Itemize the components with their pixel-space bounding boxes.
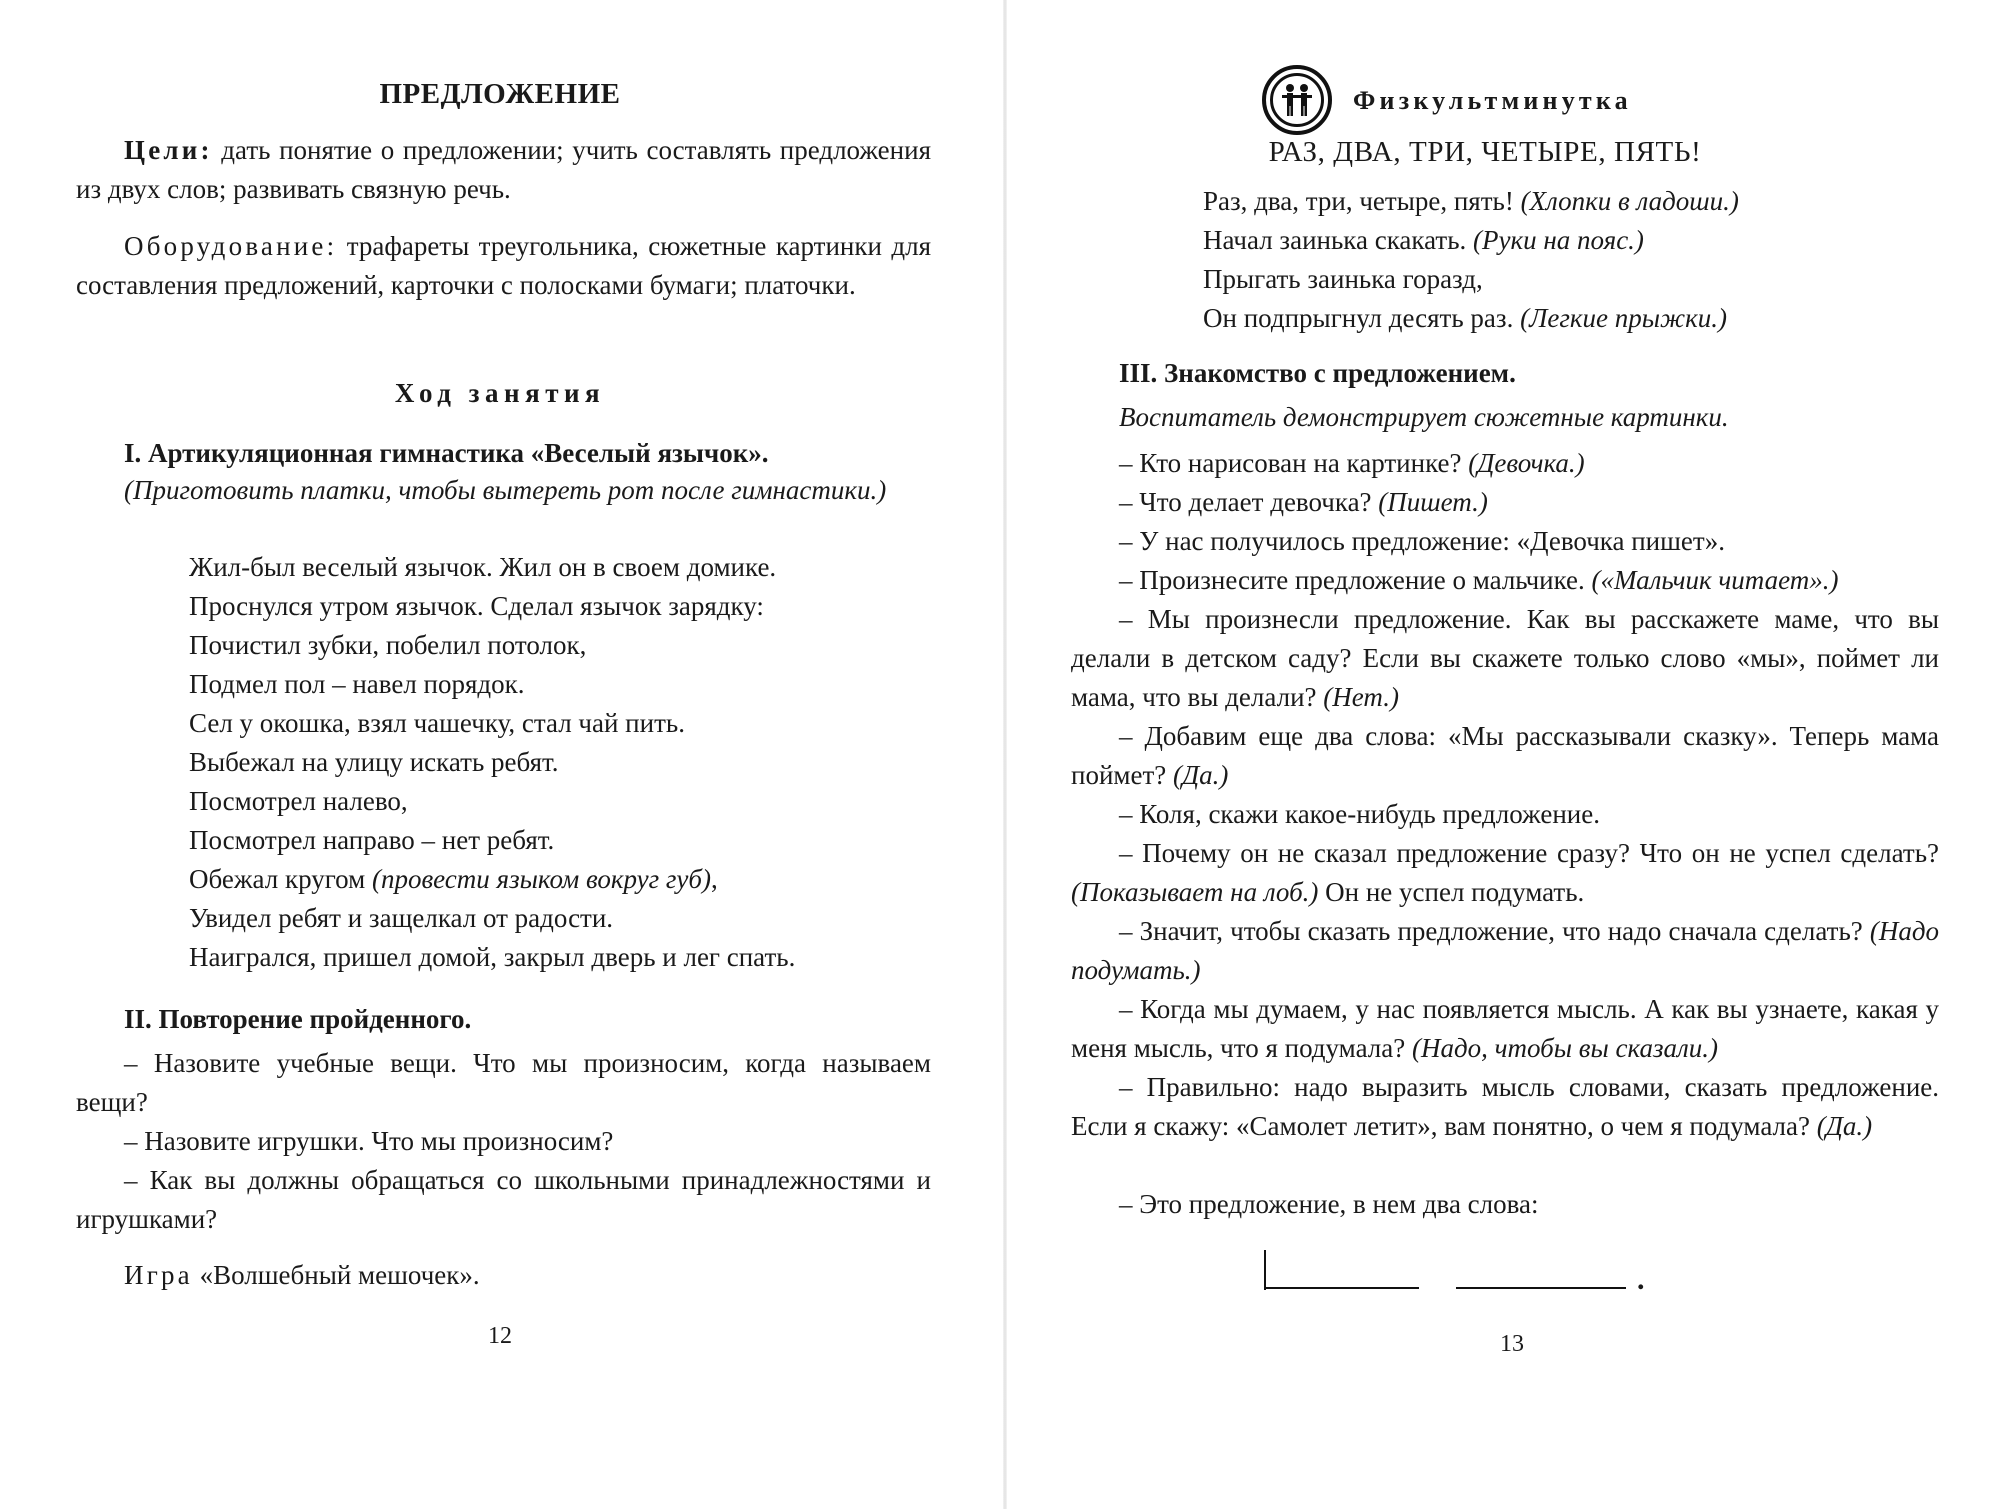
poem-line-8: Посмотрел направо – нет ребят.: [189, 825, 555, 855]
rhyme-title: РАЗ, ДВА, ТРИ, ЧЕТЫРЕ, ПЯТЬ!: [1268, 136, 1702, 168]
poem-line-1: Жил-был веселый язычок. Жил он в своем домике.: [189, 552, 777, 582]
children-figures-icon: [1279, 83, 1315, 117]
dialog-paragraph-5: – Мы произнесли предложение. Как вы расскажете маме, что вы делали в детском саду? Если вы скажете только слово «мы», поймет ли мама, что вы делали? (Нет.): [1071, 604, 1939, 712]
dialog-line-12: – Это предложение, в нем два слова:: [1119, 1189, 1539, 1219]
rhyme-line-3: Прыгать заинька горазд,: [1203, 264, 1483, 294]
equipment-label: Оборудование:: [124, 231, 338, 261]
poem-line-7: Посмотрел налево,: [189, 786, 408, 816]
section2-heading: II. Повторение пройденного.: [124, 1004, 472, 1034]
lesson-heading: Ход занятия: [394, 378, 606, 408]
game-line: [124, 1256, 944, 1295]
poem-line-10: Увидел ребят и защелкал от радости.: [189, 903, 614, 933]
articulation-poem: [189, 548, 795, 977]
poem-line-5: Сел у окошка, взял чашечку, стал чай пить.: [189, 708, 685, 738]
poem-line-4: Подмел пол – навел порядок.: [189, 669, 525, 699]
poem-line-6: Выбежал на улицу искать ребят.: [189, 747, 559, 777]
goals-label: Цели:: [124, 135, 213, 165]
fizkult-label: Физкультминутка: [1353, 86, 1632, 115]
section3-heading: III. Знакомство с предложением.: [1119, 358, 1516, 388]
scheme-word-1: [1264, 1287, 1419, 1289]
section1-note: (Приготовить платки, чтобы вытереть рот после гимнастики.): [124, 475, 887, 505]
dialog-line-2: – Что делает девочка? (Пишет.): [1119, 487, 1488, 517]
scheme-period: .: [1637, 1263, 1645, 1296]
game-label: Игра: [124, 1260, 193, 1290]
poem-remark: (провести языком вокруг губ): [371, 864, 711, 894]
equipment-text: трафареты треугольника, сюжетные картинки для составления предложений, карточки с полосками бумаги; платочки.: [76, 231, 931, 300]
scheme-word-2: [1456, 1287, 1626, 1289]
dialog-paragraph-11: – Правильно: надо выразить мысль словами, сказать предложение. Если я скажу: «Самолет летит», вам понятно, о чем я подумала? (Да.): [1071, 1072, 1939, 1141]
scheme-start-mark: [1264, 1250, 1266, 1290]
page-number-left: 12: [488, 1323, 512, 1349]
section3-intro: Воспитатель демонстрирует сюжетные картинки.: [1119, 402, 1729, 432]
rhyme-poem: [1203, 182, 1739, 338]
dialog-line-4: – Произнесите предложение о мальчике. («Мальчик читает».): [1119, 565, 1839, 595]
two-children-icon: [1262, 65, 1332, 135]
rhyme-line-2: Начал заинька скакать. (Руки на пояс.): [1203, 225, 1644, 255]
dialog-paragraph-9: – Значит, чтобы сказать предложение, что надо сначала сделать? (Надо подумать.): [1071, 916, 1939, 985]
dialog-paragraph-10: – Когда мы думаем, у нас появляется мысль. А как вы узнаете, какая у меня мысль, что я подумала? (Надо, чтобы вы сказали.): [1071, 994, 1939, 1063]
game-text: «Волшебный мешочек».: [192, 1260, 480, 1290]
section2-question-3: – Как вы должны обращаться со школьными принадлежностями и игрушками?: [76, 1165, 931, 1234]
rhyme-line-1: Раз, два, три, четыре, пять! (Хлопки в ладоши.): [1203, 186, 1739, 216]
right-page: [1010, 0, 2000, 1509]
dialog-line-7: – Коля, скажи какое-нибудь предложение.: [1119, 799, 1600, 829]
poem-line-11: Наигрался, пришел домой, закрыл дверь и лег спать.: [189, 942, 796, 972]
poem-line-3: Почистил зубки, побелил потолок,: [189, 630, 587, 660]
equipment-paragraph: [76, 227, 931, 305]
section2-question-1: – Назовите учебные вещи. Что мы произносим, когда называем вещи?: [76, 1048, 931, 1117]
dialog-line-3: – У нас получилось предложение: «Девочка пишет».: [1119, 526, 1725, 556]
dialog-paragraph-6: – Добавим еще два слова: «Мы рассказывали сказку». Теперь мама поймет? (Да.): [1071, 721, 1939, 790]
dialog-paragraph-8: – Почему он не сказал предложение сразу? Что он не успел сделать? (Показывает на лоб.) Он не успел подумать.: [1071, 838, 1939, 907]
rhyme-line-4: Он подпрыгнул десять раз. (Легкие прыжки.): [1203, 303, 1728, 333]
poem-line-2: Проснулся утром язычок. Сделал язычок зарядку:: [189, 591, 764, 621]
page-title: ПРЕДЛОЖЕНИЕ: [379, 78, 621, 110]
dialog-line-1: – Кто нарисован на картинке? (Девочка.): [1119, 448, 1585, 478]
page-number-right: 13: [1500, 1331, 1524, 1357]
section1-heading: I. Артикуляционная гимнастика «Веселый язычок».: [124, 438, 769, 468]
poem-line-9: Обежал кругом (провести языком вокруг губ),: [189, 864, 718, 894]
book-gutter: [1003, 0, 1007, 1509]
goals-paragraph: [76, 131, 931, 209]
goals-text: дать понятие о предложении; учить составлять предложения из двух слов; развивать связную речь.: [76, 135, 931, 204]
section2-question-2: – Назовите игрушки. Что мы произносим?: [124, 1126, 614, 1156]
